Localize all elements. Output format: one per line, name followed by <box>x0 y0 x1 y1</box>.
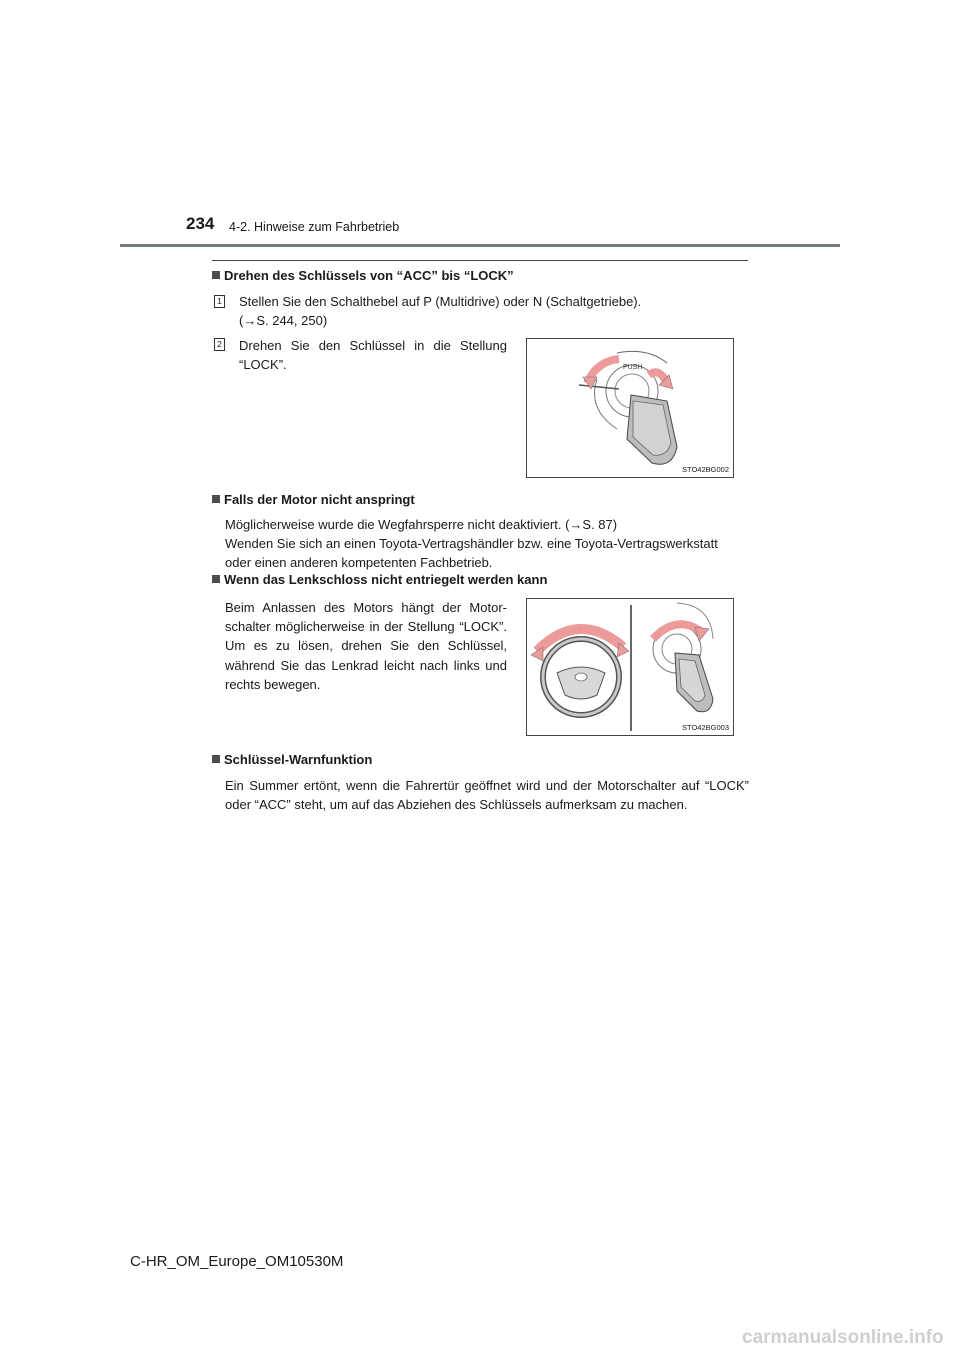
steering-lock-text: Beim Anlassen des Motors hängt der Motor-schalter möglicherweise in der Stellung “LOCK”. Um es zu lösen, drehen Sie den Schlüssel, während Sie das Lenkrad leicht nach links und rechts bewegen. <box>225 600 507 692</box>
no-start-text <box>225 515 749 572</box>
step-2-text: Drehen Sie den Schlüssel in die Stellung “LOCK”. <box>239 338 507 372</box>
bullet-square-icon <box>212 271 220 279</box>
step-1-text <box>239 292 749 330</box>
figure-id: STO42BG003 <box>682 723 729 732</box>
heading-text: Wenn das Lenkschloss nicht entriegelt werden kann <box>224 572 548 587</box>
figure-key-turn <box>526 338 734 478</box>
step-2-badge: 2 <box>214 338 225 351</box>
heading-no-start <box>212 492 415 507</box>
figure-steering-wheel-key <box>526 598 734 736</box>
no-start-line-1: Möglicherweise wurde die Wegfahrsperre nicht deaktiviert. (→S. 87) <box>225 517 618 532</box>
bullet-square-icon <box>212 755 220 763</box>
no-start-line-3: oder einen anderen kompetenten Fachbetrieb. <box>225 555 493 570</box>
content-divider <box>212 260 748 261</box>
heading-key-warning <box>212 752 372 767</box>
figure-id: STO42BG002 <box>682 465 729 474</box>
document-code: C-HR_OM_Europe_OM10530M <box>130 1253 344 1270</box>
heading-text: Schlüssel-Warnfunktion <box>224 752 373 767</box>
heading-text: Falls der Motor nicht anspringt <box>224 492 415 507</box>
header-divider <box>120 244 840 247</box>
section-title: 4-2. Hinweise zum Fahrbetrieb <box>229 220 400 234</box>
key-warning-text: Ein Summer ertönt, wenn die Fahrertür geöffnet wird und der Motorschalter auf “LOCK” oder “ACC” steht, um auf das Abziehen des Schlüssels aufmerksam zu machen. <box>225 778 749 812</box>
heading-acc-lock <box>212 268 514 283</box>
bullet-square-icon <box>212 575 220 583</box>
step-1-line-2: (→S. 244, 250) <box>239 313 328 328</box>
watermark: carmanualsonline.info <box>742 1327 944 1348</box>
heading-text: Drehen des Schlüssels von “ACC” bis “LOCK” <box>224 268 514 283</box>
push-label: PUSH <box>623 364 643 371</box>
key-turn-illustration <box>527 339 733 477</box>
no-start-line-2: Wenden Sie sich an einen Toyota-Vertragshändler bzw. eine Toyota-Vertragswerkstatt <box>225 536 718 551</box>
heading-steering-lock <box>212 572 547 587</box>
step-1-badge: 1 <box>214 295 225 308</box>
page-number: 234 <box>186 214 215 233</box>
bullet-square-icon <box>212 495 220 503</box>
steering-illustration <box>527 599 733 735</box>
step-1-line-1: Stellen Sie den Schalthebel auf P (Multidrive) oder N (Schaltgetriebe). <box>239 294 642 309</box>
